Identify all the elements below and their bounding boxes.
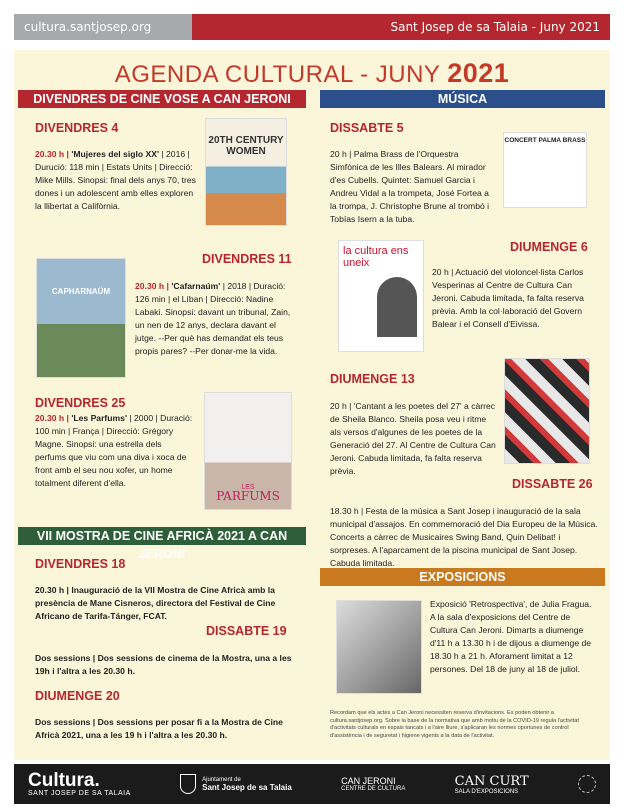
flower-icon [578,775,596,793]
poster3-les: LES [241,484,255,491]
poster-la-cultura-ens-uneix [338,240,424,352]
poster4-title: la cultura ens uneix [343,245,409,269]
footer-can-jeroni [341,776,405,792]
top-bar [14,14,610,40]
footer-cancurt-sub: SALA D'EXPOSICIONS [454,788,519,795]
footer-can-curt [455,774,529,795]
d4-text: 20.30 h | 'Mujeres del siglo XX' | 2016 | Durució: 118 min | Estats Units | Direcció: Mike Mills. Sinopsi: final dels anys 70, tres dones i un adolescent amb elles exploren la llibertat a Califòrnia. [35,149,196,211]
d18-heading: DIVENDRES 18 [35,557,126,571]
s5-text: 20 h | Palma Brass de l'Orquestra Simfònica de les Illes Balears. Al mirador d'es Cubells. Quintet: Samuel Garcia i Andreu Vidal a la trompeta, José Fortea a la trompa, J. Christophe Brune al trombó i Tobías Isern a la tuba. [330,149,490,224]
poster3-parfums: PARFUMS [216,489,280,503]
footer-cultura-logo: Cultura. [28,769,100,791]
cine-bar: DIVENDRES DE CINE VOSE A CAN JERONI [18,90,306,108]
crest-icon [180,774,196,794]
d11-heading: DIVENDRES 11 [202,252,292,266]
musica-bar: MÚSICA [320,90,605,108]
d25-heading: DIVENDRES 25 [35,396,126,410]
page-title [0,58,624,89]
footer-ajuntament [180,774,292,794]
s5-heading: DISSABTE 5 [330,121,404,135]
s19-text: Dos sessions | Dos sessions de cinema de la Mostra, una a les 19h i l'altra a les 20.30 h. [35,653,292,676]
d4-heading: DIVENDRES 4 [35,121,119,135]
title-text: AGENDA CULTURAL - JUNY [114,61,441,88]
d6-heading: DIUMENGE 6 [510,240,588,254]
poster-capharnaum [36,258,126,378]
covid-note: Recordam que els actes a Can Jeroni necessiten reserva d'invitacions. Es poden obtenir a cultura.santjosep.org. Sobre la base de la normativa que amb motiu de la COVID-19 regula l'activitat d'activitats culturals en espais tancats i a l'aire lliure, s'aplicaran les normes oportunes de control d'assistència i de seguretat i higiene vigents a la data de l'activitat. [330,710,579,739]
footer-canjeroni-sub: CENTRE DE CULTURA [341,786,406,792]
footer-ajunt-name: Sant Josep de sa Talaia [202,782,292,792]
d20-text: Dos sessions | Dos sessions per posar fi a la Mostra de Cine Africà 2021, una a les 19 h i l'altra a les 20.30 h. [35,717,283,740]
poster5-title: CONCERT PALMA BRASS [504,137,586,144]
poster-20th-century-women [205,118,287,226]
d18-text: 20.30 h | Inauguració de la VII Mostra de Cine Africà amb la presència de Mane Cisneros, directora del Festival de Cine Africano de Tarifa-Tánger, FCAT. [35,585,276,621]
footer-cancurt: CAN CURT [454,773,529,789]
d20-heading: DIUMENGE 20 [35,689,120,703]
d25-text: 20.30 h | 'Les Parfums' | 2000 | Duració: 100 min | França | Direcció: Grégory Magne. Sinopsi: una estrella dels perfums que viu com una diva i xoca de front amb el seu nou xofer, un home totalment diferent d'ella. [35,413,193,488]
d6-text: 20 h | Actuació del violoncel·lista Carlos Vesperinas al Centre de Cultura Can Jeroni. Cabuda limitada, fa falta reserva prèvia. Amb la col·laboració del Govern Balear i el Consell d'Eivissa. [432,267,584,329]
africa-bar: VII MOSTRA DE CINE AFRICÀ 2021 A CAN JERONI [18,527,306,545]
expo-text: Exposició 'Retrospectiva', de Julia Fragua. A la sala d'exposicions del Centre de Cultura Can Jeroni. Dimarts a diumenge d'11 h a 13.30 h i de dijous a diumenge de 18.30 h a 21 h. Aforament limitat a 12 persones. Del 18 de juny al 18 de juliol. [430,599,592,674]
site-url[interactable]: cultura.santjosep.org [14,14,192,40]
expo-bar: EXPOSICIONS [320,568,605,586]
footer-canjeroni: CAN JERONI [341,776,396,786]
title-year: 2021 [447,58,510,88]
expo-photo [336,600,422,694]
footer-cultura-sub: SANT JOSEP DE SA TALAIA [28,789,131,797]
s19-heading: DISSABTE 19 [206,624,287,638]
poster-les-parfums [204,392,292,510]
poster-sheila-blanco [504,358,590,464]
poster1-title: 20TH CENTURY WOMEN [208,135,284,157]
footer-ajunt-small: Ajuntament de [202,776,241,783]
poster-palma-brass [503,132,587,208]
d11-text: 20.30 h | 'Cafarnaúm' | 2018 | Duració: 126 min | el Líban | Direcció: Nadine Labaki. Sinopsi: davant un tribunal, Zain, un nen de 12 anys, declara davant el jutge. --Per què has demandat els teus propis pares? --Per donar-me la vida. [135,281,291,356]
s26-heading: DISSABTE 26 [512,477,593,491]
d13-text: 20 h | 'Cantant a les poetes del 27' a càrrec de Sheila Blanco. Sheila posa veu i ritme als versos d'algunes de les poetes de la Generació del 27. Al Centre de Cultura Can Jeroni. Cabuda limitada, fa falta reserva prèvia. [330,401,496,476]
header-date: Sant Josep de sa Talaia - Juny 2021 [192,14,610,40]
footer [14,764,610,804]
footer-cultura [28,769,131,797]
s26-text: 18.30 h | Festa de la música a Sant Josep i inauguració de la sala municipal d'assajos. En commemoració del Dia Europeu de la Música. Concerts a càrrec de Musicaires Swing Band, Quin Delibat! i sorpreses. A l'aparcament de la piscina municipal de Sant Josep. Cabuda limitada. [330,506,598,568]
poster2-title: CAPHARNAÜM [51,287,111,296]
d13-heading: DIUMENGE 13 [330,372,415,386]
